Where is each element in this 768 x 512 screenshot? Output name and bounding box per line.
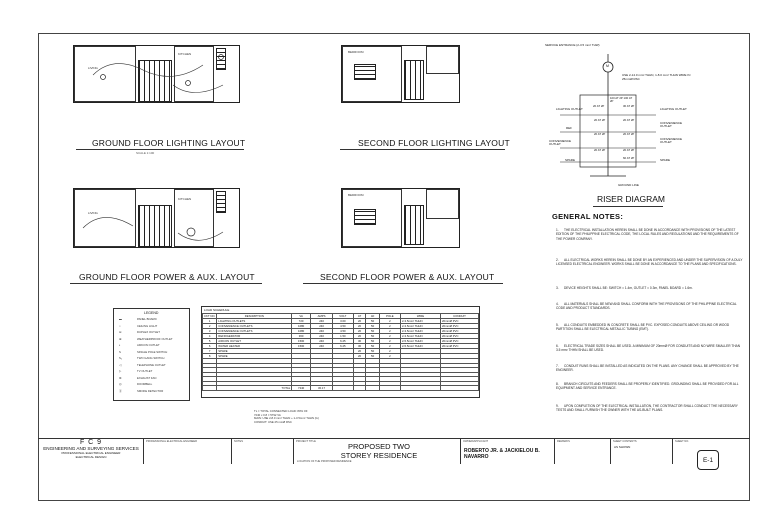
general-notes-heading: GENERAL NOTES: [552,212,624,221]
legend-item: ⊕ WEATHERPROOF OUTLET [119,336,173,341]
owner-name: ROBERTO JR. & JACKIELOU B. NAVARRO [464,448,540,460]
schedule-cell: LIGHTING OUTLETS [217,319,292,324]
schedule-cell: 20mmØ PVC [441,324,479,329]
title-underline [340,149,505,150]
title-block-sheet-contents [611,439,673,464]
room-label-kitchen: KITCHEN [178,197,192,201]
general-note-text: ALL MATERIALS SHALL BE NEW AND SHALL CONFORM WITH THE PROVISIONS OF THE PHILIPPINE ELECTRICAL CODE AND PRODUCT STANDARDS. [556,302,737,311]
schedule-cell: 240 [310,319,332,324]
plan-stair [404,60,424,100]
riser-breaker: 20 AT 2P [594,148,606,152]
general-note-text: ALL ELECTRICAL WORKS HEREIN SHALL BE DONE BY AN EXPERIENCED AND UNDER THE SUPERVISION OF A DULY LICENSED ELECTRICAL ENGINEER. WORKS SHALL BE DONE IN ACCORDANCE TO THE PLANS AND SPECIFICATIONS. [556,258,743,267]
schedule-cell: AIRCON OUTLET [217,339,292,344]
riser-right-label-2: CONVENIENCE OUTLET [660,137,683,145]
second-power-title: SECOND FLOOR POWER & AUX. LAYOUT [320,272,495,282]
schedule-cell: 2 [379,339,400,344]
schedule-cell: 2-3.5mm² THHN [401,329,441,334]
riser-breaker: 20 AT 2P [594,118,606,122]
cell-header: SHEET CONTENTS [613,440,637,443]
riser-left-label-1: REF [566,126,572,130]
schedule-cell: 2 [203,324,217,329]
riser-diagram [540,40,740,190]
schedule-cell: 20 [353,354,366,359]
schedule-note: TL = TOTAL CONNECTED LOAD: 80% OF [254,409,308,413]
schedule-cell: 2-3.5mm² THHN [401,334,441,339]
general-note: 5. ALL CONDUITS EMBEDDED IN CONCRETE SHALL BE PVC. EXPOSED CONDUITS ABOVE CEILING OR WOOD PARTITION SHALL BE ELECTRICAL METALLIC TUBING (EMT). [556,323,730,332]
ground-lighting-wiring [73,45,243,107]
legend-item: ◁ TELEPHONE OUTLET [119,362,166,367]
legend-item-label: TELEPHONE OUTLET [137,362,166,367]
schedule-cell: 20 [353,319,366,324]
schedule-cell: 50 [366,329,379,334]
schedule-title: LOAD SCHEDULE [204,308,230,312]
schedule-cell: 7240 [292,386,311,391]
general-note-text: ELECTRICAL TRADE SIZES SHALL BE USED. A MINIMUM OF 20mmØ FOR CONDUITS AND NO WIRE SMALLER THAN 3.5 mm² THHN SHALL BE USED. [556,344,741,353]
riser-right-label-3: SPARE [660,158,670,162]
schedule-cell: 2-5.5mm² THHN [401,339,441,344]
legend-item: ◐ AIRCON OUTLET [119,343,160,347]
second-floor-power-plan [341,188,460,248]
schedule-cell: 2 [379,344,400,349]
legend-item: S SINGLE POLE SWITCH [119,349,168,354]
title-block-notes [232,439,294,464]
schedule-table [202,313,479,391]
title-underline [76,149,244,150]
title-block-remarks [555,439,611,464]
legend-item-label: TV OUTLET [137,369,153,373]
firm-location: ELECTRICAL DESIGN [75,455,107,459]
schedule-cell: 360 [292,334,311,339]
general-note: 4. ALL MATERIALS SHALL BE NEW AND SHALL CONFORM WITH THE PROVISIONS OF THE PHILIPPINE ELECTRICAL CODE AND PRODUCT STANDARDS. [556,302,737,311]
schedule-cell: 240 [310,324,332,329]
general-note-text: ALL CONDUITS EMBEDDED IN CONCRETE SHALL BE PVC. EXPOSED CONDUITS ABOVE CEILING OR WOOD PARTITION SHALL BE ELECTRICAL METALLIC TUBING (EMT). [556,323,730,332]
riser-ground-label: GROUND LINE [618,183,639,187]
plan-room [426,189,459,219]
schedule-cell: WATER HEATER [217,344,292,349]
schedule-cell: 20mmØ PVC [441,319,479,324]
load-schedule [201,306,480,398]
schedule-cell: 6 [203,344,217,349]
schedule-cell: 50 [366,349,379,354]
riser-breaker: 60 AT 2P [623,156,635,160]
schedule-cell: CONVENIENCE OUTLETS [217,329,292,334]
schedule-note: CONDUIT: USE 25 mmØ RSC [254,419,292,424]
riser-left-label-3: SPARE [565,158,575,162]
sheet-contents-value: AS SHOWN [614,445,631,449]
schedule-cell: 4.50 [333,324,353,329]
riser-breaker: 30 AT 2P [623,104,635,108]
general-note: 2. ALL ELECTRICAL WORKS HEREIN SHALL BE DONE BY AN EXPERIENCED AND UNDER THE SUPERVISION OF A DULY LICENSED ELECTRICAL ENGINEER. WORKS SHALL BE DONE IN ACCORDANCE TO THE PLANS AND SPECIFICATIONS. [556,258,743,267]
schedule-cell: 2 [379,349,400,354]
schedule-cell [379,386,400,391]
legend-item: S₂ TWO GANG SWITCH [119,356,165,360]
riser-main-breaker: 100 AT 2P 100 AT 2P [610,96,633,104]
ground-lighting-title: GROUND FLOOR LIGHTING LAYOUT [92,138,246,148]
schedule-cell: 2 [379,319,400,324]
schedule-cell: 1080 [292,329,311,334]
legend-item-label: DOORBELL [137,382,153,386]
cell-header: SHEET NO. [675,440,689,443]
schedule-header: VA [292,314,311,319]
schedule-cell: 50 [366,334,379,339]
schedule-header: CKT NO. [204,314,216,318]
plan-room [426,46,459,74]
schedule-cell: 4 [203,334,217,339]
schedule-cell [203,386,217,391]
schedule-header: WIRE [401,314,441,319]
schedule-cell: 30.17 [310,386,332,391]
schedule-cell: 1 [203,319,217,324]
legend-item-label: AIRCON OUTLET [137,343,160,347]
room-label-living: LIVING [88,211,98,215]
schedule-cell: 50 [366,344,379,349]
riser-breaker: 20 AT 2P [623,132,635,136]
general-note: 8. BRANCH CIRCUITS AND FEEDERS SHALL BE PROPERLY IDENTIFIED. GROUNDING SHALL BE PROVIDED FOR ALL EQUIPMENT AND SERVICE ENTRANCE. [556,382,739,391]
legend-item-label: SMOKE DETECTOR [137,388,164,393]
schedule-header: AT [353,314,366,319]
legend-item: Ⓢ SMOKE DETECTOR [119,388,164,393]
riser-service-label: SERVICE ENTRANCE (2-3.5 mm² THW) [545,43,600,47]
schedule-notes [254,410,414,424]
title-block [38,438,750,463]
schedule-cell: 6.25 [333,344,353,349]
legend-item: ○ CEILING LIGHT [119,323,158,328]
firm-info [38,439,144,459]
schedule-note: 7240 x 0.8 = 5792 VA [254,412,281,417]
schedule-cell: SPARE [217,349,292,354]
cell-header: PROFESSIONAL ELECTRICAL ENGINEER [146,440,197,443]
general-note-text: DEVICE HEIGHTS SHALL BE: SWITCH = 1.4m, OUTLET = 0.3m, PANEL BOARD = 1.6m. [564,286,693,290]
legend-item: ◎ DOORBELL [119,382,153,386]
legend-item-label: PANEL BOARD [137,317,157,321]
riser-right-label-0: LIGHTING OUTLET [660,107,687,111]
riser-wire-note: USE 2-14.0 mm² THHN, 1-8.0 mm² THHN WIRE IN 25mmØ RSC [622,73,691,81]
legend-item-label: EXHAUST FAN [137,375,157,380]
legend-item-label: TWO GANG SWITCH [137,356,165,360]
schedule-cell: 3.00 [333,319,353,324]
general-note: 9. UPON COMPLETION OF THE ELECTRICAL INSTALLATION, THE CONTRACTOR SHALL CONDUCT THE NECESSARY TESTS AND SHALL FURNISH THE OWNER WITH THE AS-BUILT PLANS. [556,404,738,413]
schedule-cell: 240 [310,329,332,334]
schedule-header: CONDUIT [441,314,479,319]
schedule-cell: 50 [366,319,379,324]
schedule-cell [353,386,366,391]
riser-right-label-1: CONVENIENCE OUTLET [660,121,683,129]
general-note-text: CONDUIT RUNS SHALL BE INSTALLED AS INDICATED ON THE PLANS. ANY CHANGE SHALL BE APPROVED BY THE ENGINEER. [556,364,739,373]
room-label-bedroom: BEDROOM [348,50,364,54]
schedule-cell: 6.25 [333,339,353,344]
title-block-project [294,439,461,464]
general-note-text: UPON COMPLETION OF THE ELECTRICAL INSTALLATION, THE CONTRACTOR SHALL CONDUCT THE NECESSARY TESTS AND SHALL FURNISH THE OWNER WITH THE AS-BUILT PLANS. [556,404,738,413]
schedule-cell: 20mmØ PVC [441,329,479,334]
schedule-cell: CONVENIENCE OUTLETS [217,324,292,329]
riser-left-label-0: LIGHTING OUTLET [556,107,583,111]
schedule-cell: 4.50 [333,329,353,334]
schedule-header: POLE [379,314,400,319]
legend-item-label: DUPLEX OUTLET [137,330,161,334]
legend-item-label: WEATHERPROOF OUTLET [137,336,173,341]
schedule-cell: 20 [353,329,366,334]
legend-item-label: CEILING LIGHT [137,323,158,328]
schedule-cell: 20 [353,324,366,329]
schedule-cell: 50 [366,339,379,344]
schedule-cell: 2 [379,329,400,334]
plan-bed [354,64,376,80]
schedule-cell: 1080 [292,324,311,329]
schedule-total-row [203,386,479,391]
firm-full-name: ENGINEERING AND SURVEYING SERVICES [43,446,139,451]
cell-header: PROJECT TITLE [296,440,316,443]
schedule-cell: 2-3.5mm² THHN [401,319,441,324]
general-note: 1. THE ELECTRICAL INSTALLATION HEREIN SHALL BE DONE IN ACCORDANCE WITH PROVISIONS OF THE LATEST EDITION OF THE PHILIPPINE ELECTRICAL CODE, THE LOCAL RULES AND REGULATIONS AND THE REQUIREMENTS OF THE POWER COMPANY. [556,228,739,241]
riser-left-label-2: CONVENIENCE OUTLET [549,139,572,147]
schedule-cell: 7 [203,349,217,354]
general-note: 3. DEVICE HEIGHTS SHALL BE: SWITCH = 1.4m, OUTLET = 0.3m, PANEL BOARD = 1.6m. [556,286,693,290]
schedule-body [203,319,479,391]
schedule-cell: TOTAL [217,386,292,391]
firm-sub: PROFESSIONAL ELECTRICAL ENGINEER [61,451,121,455]
title-underline [303,283,503,284]
riser-breaker: 20 AT 2P [623,118,635,122]
schedule-cell [333,386,353,391]
riser-breaker: 20 AT 2P [593,104,605,108]
schedule-cell: 2 [379,324,400,329]
room-label-bedroom: BEDROOM [348,193,364,197]
schedule-header: VOLT [333,314,353,319]
title-underline [70,283,262,284]
general-note: 6. ELECTRICAL TRADE SIZES SHALL BE USED. A MINIMUM OF 20mmØ FOR CONDUITS AND NO WIRE SMALLER THAN 3.5 mm² THHN SHALL BE USED. [556,344,741,353]
schedule-cell: 2 [379,354,400,359]
plan-bed [354,209,376,225]
legend-item: ▬ PANEL BOARD [119,317,157,321]
cell-header: NOTES [234,440,243,443]
general-note-text: BRANCH CIRCUITS AND FEEDERS SHALL BE PROPERLY IDENTIFIED. GROUNDING SHALL BE PROVIDED FOR ALL EQUIPMENT AND SERVICE ENTRANCE. [556,382,739,391]
title-underline [593,206,663,207]
ground-power-wiring [73,188,243,252]
schedule-cell: 8 [203,354,217,359]
schedule-cell: 1500 [292,344,311,349]
ground-power-title: GROUND FLOOR POWER & AUX. LAYOUT [79,272,255,282]
cell-header: OWNER/APPLICANT [463,440,489,443]
general-note: 7. CONDUIT RUNS SHALL BE INSTALLED AS INDICATED ON THE PLANS. ANY CHANGE SHALL BE APPROVED BY THE ENGINEER. [556,364,739,373]
schedule-cell [401,386,441,391]
schedule-cell: 2-5.5mm² THHN [401,344,441,349]
room-label-kitchen: KITCHEN [178,52,192,56]
title-block-owner [461,439,555,464]
schedule-cell: 240 [310,334,332,339]
schedule-header: AF [366,314,379,319]
schedule-cell: 3 [203,329,217,334]
schedule-cell: 1500 [292,339,311,344]
schedule-header: AMPS [310,314,332,319]
schedule-cell: 20mmØ PVC [441,334,479,339]
schedule-cell: 20 [353,349,366,354]
schedule-header: DESCRIPTION [217,314,292,319]
schedule-note: MAIN: USE 2-8.0 mm² THHN + 1-3.5mm² THHN (G) [254,416,319,421]
title-block-professional [144,439,232,464]
firm-name: F C 9 [79,439,103,446]
plan-stair [404,205,424,245]
schedule-cell: 1.50 [333,334,353,339]
legend-item: ⊗ EXHAUST FAN [119,375,157,380]
schedule-cell: 50 [366,324,379,329]
riser-breaker: 20 AT 2P [594,132,606,136]
project-location: LOCATION OF THE PROPOSED RESIDENCE [297,460,352,463]
schedule-cell: 2 [379,334,400,339]
legend-box [113,308,190,401]
schedule-cell: 30 [353,344,366,349]
schedule-cell: 5 [203,339,217,344]
legend-item: ▷ TV OUTLET [119,369,153,373]
scale-note: SCALE 1:100 [136,151,155,155]
second-floor-lighting-plan [341,45,460,103]
riser-title: RISER DIAGRAM [597,194,666,204]
legend-item: ⊖ DUPLEX OUTLET [119,330,161,334]
project-title: PROPOSED TWO STOREY RESIDENCE [340,442,418,460]
legend-title: LEGEND [144,311,159,315]
schedule-cell [366,386,379,391]
schedule-cell: 240 [310,339,332,344]
schedule-cell: 720 [292,319,311,324]
schedule-cell: 20 [353,334,366,339]
schedule-cell: 20mmØ PVC [441,344,479,349]
title-block-firm [38,439,144,464]
second-lighting-title: SECOND FLOOR LIGHTING LAYOUT [358,138,510,148]
schedule-cell: REFRIGERATOR [217,334,292,339]
general-note-text: THE ELECTRICAL INSTALLATION HEREIN SHALL BE DONE IN ACCORDANCE WITH PROVISIONS OF THE LATEST EDITION OF THE PHILIPPINE ELECTRICAL CODE, THE LOCAL RULES AND REGULATIONS AND THE REQUIREMENTS OF THE POWER COMPANY. [556,228,739,241]
schedule-cell [441,386,479,391]
schedule-cell: 20mmØ PVC [441,339,479,344]
sheet-number: E-1 [697,450,719,470]
legend-item-label: SINGLE POLE SWITCH [137,349,168,354]
riser-meter-label: M [606,64,609,68]
schedule-cell: 30 [353,339,366,344]
riser-breaker: 20 AT 2P [623,148,635,152]
schedule-cell: 2-3.5mm² THHN [401,324,441,329]
room-label-living: LIVING [88,66,98,70]
cell-header: REMARKS [557,440,570,443]
schedule-cell: 240 [310,344,332,349]
schedule-cell: SPARE [217,354,292,359]
schedule-cell: 50 [366,354,379,359]
